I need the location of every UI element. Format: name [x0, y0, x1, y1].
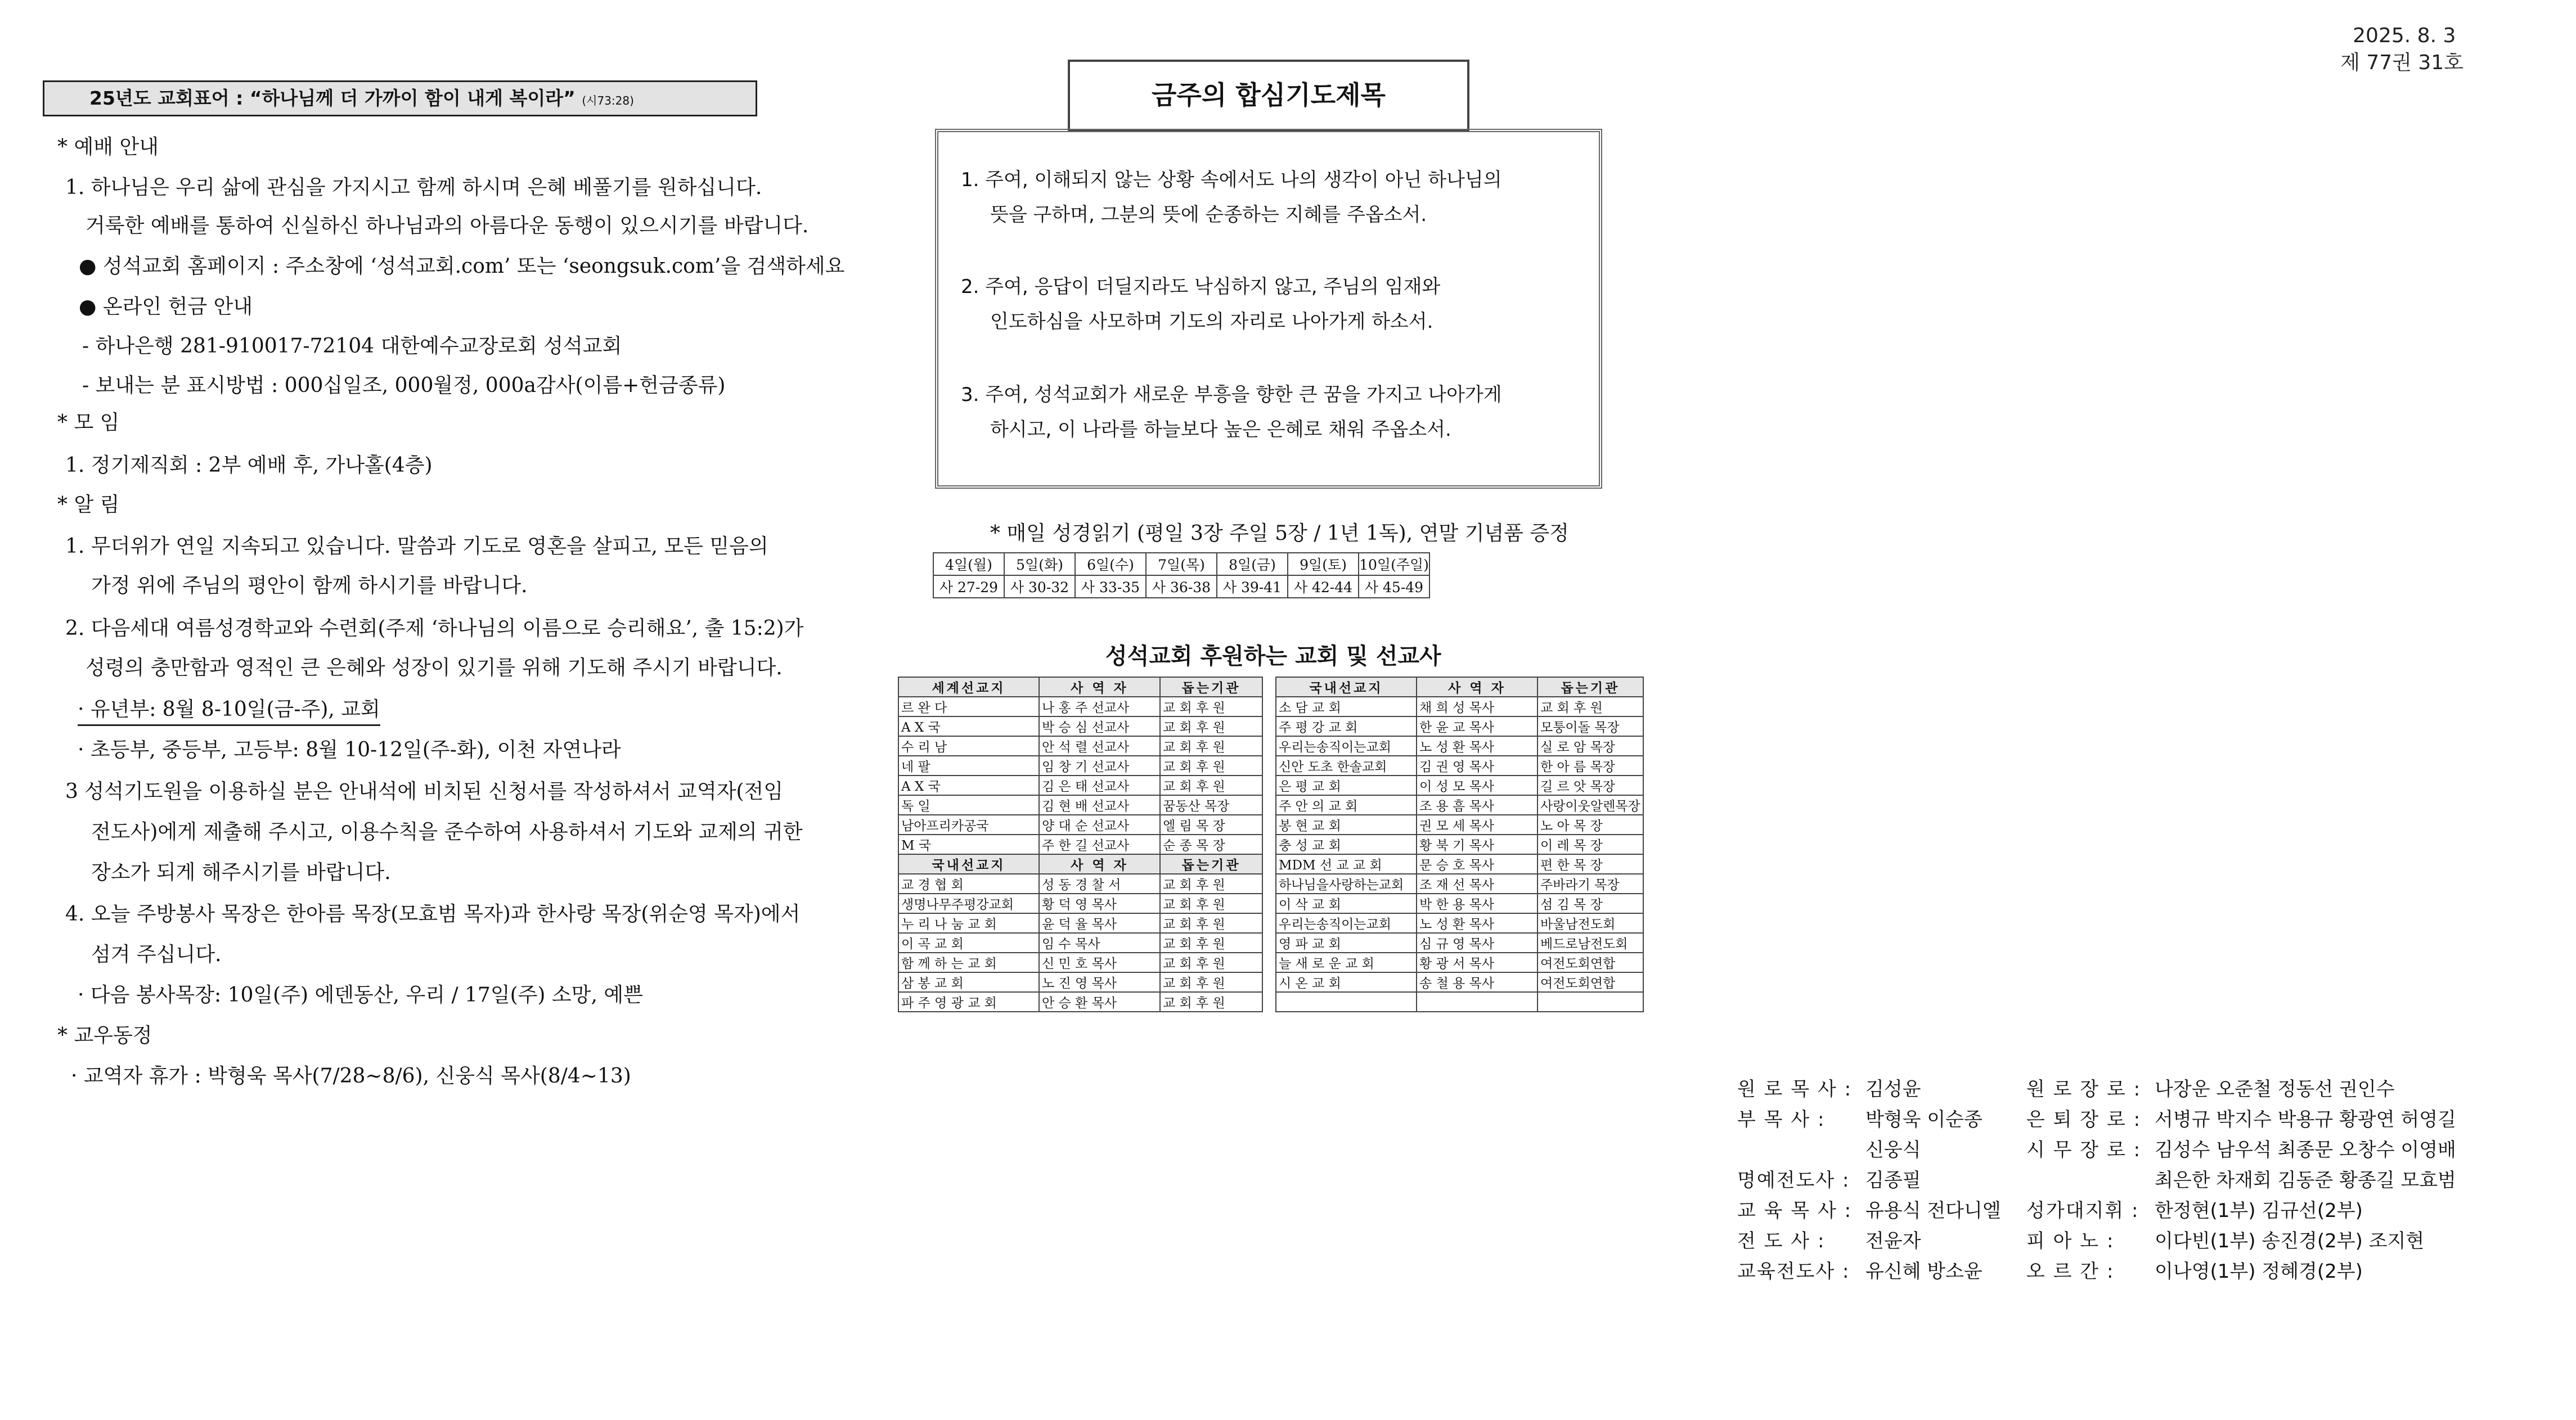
announce-1-cont: 가정 위에 주님의 평안이 함께 하시기를 바랍니다. [91, 574, 528, 597]
support-cell: 독 일 [898, 795, 1039, 815]
support-cell: 나 홍 주 선교사 [1039, 697, 1160, 716]
support-header-row [898, 677, 1643, 697]
support-cell: 이 레 목 장 [1537, 835, 1643, 854]
staff-list-left [1737, 1074, 2001, 1287]
support-cell: 수 리 남 [898, 736, 1039, 756]
staff-row [1737, 1165, 2001, 1196]
staff-names: 최은한 차재회 김동준 황종길 모효범 [2155, 1169, 2456, 1192]
reading-chapter: 사 42-44 [1288, 575, 1359, 598]
issue-number: 제 77권 31호 [2340, 51, 2463, 74]
support-row [898, 913, 1643, 933]
column-separator [1262, 953, 1276, 972]
staff-role: 원 로 목 사 : [1737, 1078, 1853, 1101]
support-row [898, 933, 1643, 953]
column-separator [1262, 736, 1276, 756]
support-cell: 송 철 용 목사 [1417, 972, 1537, 992]
support-cell: 박 승 심 선교사 [1039, 716, 1160, 736]
sender-format: - 보내는 분 표시방법 : 000십일조, 000월정, 000a감사(이름+헌금종류) [82, 374, 726, 397]
bible-reading-table [933, 552, 1430, 598]
support-cell-empty [1276, 992, 1417, 1012]
support-cell: 엘 림 목 장 [1160, 815, 1262, 835]
column-separator [1262, 933, 1276, 953]
announce-3: 3 성석기도원을 이용하실 분은 안내석에 비치된 신청서를 작성하셔서 교역자(전임 [65, 780, 784, 803]
support-cell: 여전도회연합 [1537, 972, 1643, 992]
staff-list-right [2026, 1074, 2456, 1287]
reading-day: 6일(수) [1075, 553, 1146, 575]
support-cell: M 국 [898, 835, 1039, 854]
staff-names: 이다빈(1부) 송진경(2부) 조지현 [2155, 1230, 2425, 1252]
support-cell: 사랑이웃알렌목장 [1537, 795, 1643, 815]
staff-row [1737, 1196, 2001, 1226]
support-cell: 영 파 교 회 [1276, 933, 1417, 953]
support-cell: 주 안 의 교 회 [1276, 795, 1417, 815]
support-cell: 노 아 목 장 [1537, 815, 1643, 835]
reading-day: 8일(금) [1217, 553, 1288, 575]
reading-day: 4일(월) [933, 553, 1004, 575]
bank-account: - 하나은행 281-910017-72104 대한예수교장로회 성석교회 [82, 335, 622, 358]
column-separator [1262, 795, 1276, 815]
support-cell: 바울남전도회 [1537, 913, 1643, 933]
support-row [898, 756, 1643, 776]
support-cell: 한 윤 교 목사 [1417, 716, 1537, 736]
prayer-box [935, 129, 1602, 489]
staff-names: 김성윤 [1865, 1078, 1921, 1101]
support-cell: 남아프리카공국 [898, 815, 1039, 835]
support-cell: 주 평 강 교 회 [1276, 716, 1417, 736]
staff-names: 전윤자 [1865, 1230, 1921, 1252]
church-motto-box [43, 80, 757, 116]
support-table [898, 677, 1644, 1012]
support-cell: 황 북 기 목사 [1417, 835, 1537, 854]
support-cell: 김 현 배 선교사 [1039, 795, 1160, 815]
staff-names: 유용식 전다니엘 [1865, 1200, 2001, 1222]
issue-date-block [2340, 22, 2463, 76]
prayer-title: 금주의 합심기도제목 [1068, 60, 1469, 131]
members-heading: * 교우동정 [57, 1024, 152, 1047]
support-cell: 노 진 영 목사 [1039, 972, 1160, 992]
support-cell: 황 광 서 목사 [1417, 953, 1537, 972]
support-row [898, 776, 1643, 795]
support-cell: A X 국 [898, 776, 1039, 795]
staff-names: 유신혜 방소윤 [1865, 1260, 1982, 1283]
support-row [898, 972, 1643, 992]
support-cell: 순 종 목 장 [1160, 835, 1262, 854]
support-cell: 채 희 성 목사 [1417, 697, 1537, 716]
staff-row [1737, 1226, 2001, 1256]
staff-names: 한정현(1부) 김규선(2부) [2155, 1200, 2363, 1222]
support-cell: 교 회 후 원 [1160, 953, 1262, 972]
support-row [898, 992, 1643, 1012]
support-cell: 봉 현 교 회 [1276, 815, 1417, 835]
support-cell: A X 국 [898, 716, 1039, 736]
support-cell: 조 용 흠 목사 [1417, 795, 1537, 815]
support-row [898, 894, 1643, 913]
column-separator [1262, 776, 1276, 795]
support-cell: 노 성 환 목사 [1417, 736, 1537, 756]
support-row [898, 874, 1643, 894]
members-item-1: · 교역자 휴가 : 박형욱 목사(7/28~8/6), 신웅식 목사(8/4~13) [71, 1065, 631, 1088]
announce-2: 2. 다음세대 여름성경학교와 수련회(주제 ‘하나님의 이름으로 승리해요’, 출 15:2)가 [65, 617, 804, 640]
support-cell: 주바라기 목장 [1537, 874, 1643, 894]
column-separator [1262, 815, 1276, 835]
support-row [898, 835, 1643, 854]
support-cell: 황 덕 영 목사 [1039, 894, 1160, 913]
support-header-cell: 사 역 자 [1039, 677, 1160, 697]
online-offering-heading: ● 온라인 헌금 안내 [79, 295, 253, 318]
motto-reference: (시73:28) [582, 94, 634, 107]
prayer-1-cont: 뜻을 구하며, 그분의 뜻에 순종하는 지혜를 주옵소서. [990, 204, 1427, 226]
support-cell: 베드로남전도회 [1537, 933, 1643, 953]
column-separator [1262, 756, 1276, 776]
support-cell: 늘 새 로 운 교 회 [1276, 953, 1417, 972]
support-header-cell: 돕는기관 [1160, 854, 1262, 874]
support-cell: 안 승 환 목사 [1039, 992, 1160, 1012]
support-header-cell: 국내선교지 [1276, 677, 1417, 697]
support-cell: 교 회 후 원 [1160, 992, 1262, 1012]
support-cell: 교 회 후 원 [1160, 697, 1262, 716]
support-cell: 교 회 후 원 [1160, 972, 1262, 992]
reading-day: 9일(토) [1288, 553, 1359, 575]
support-cell: 우리는송직이는교회 [1276, 913, 1417, 933]
support-header-cell: 돕는기관 [1160, 677, 1262, 697]
staff-role: 전 도 사 : [1737, 1230, 1826, 1252]
reading-chapter: 사 30-32 [1004, 575, 1075, 598]
staff-role: 명예전도사 : [1737, 1169, 1850, 1192]
support-cell: 문 승 호 목사 [1417, 854, 1537, 874]
support-cell: 교 경 협 회 [898, 874, 1039, 894]
support-cell: 교 회 후 원 [1160, 776, 1262, 795]
column-separator [1262, 913, 1276, 933]
support-cell: 이 곡 교 회 [898, 933, 1039, 953]
support-row [898, 697, 1643, 716]
staff-row [1737, 1256, 2001, 1287]
meeting-heading: * 모 임 [57, 411, 120, 434]
support-cell: 교 회 후 원 [1160, 874, 1262, 894]
support-cell: 안 석 렬 선교사 [1039, 736, 1160, 756]
support-cell: 조 재 선 목사 [1417, 874, 1537, 894]
announce-heading: * 알 림 [57, 493, 120, 516]
reading-day: 7일(목) [1146, 553, 1217, 575]
support-cell: 교 회 후 원 [1160, 894, 1262, 913]
support-row [898, 815, 1643, 835]
support-header-cell: 국내선교지 [898, 854, 1039, 874]
support-cell: 임 수 목사 [1039, 933, 1160, 953]
support-cell: 길 르 앗 목장 [1537, 776, 1643, 795]
support-cell: 윤 덕 율 목사 [1039, 913, 1160, 933]
support-header-cell: 돕는기관 [1537, 677, 1643, 697]
column-separator [1262, 697, 1276, 716]
support-cell: 교 회 후 원 [1537, 697, 1643, 716]
support-cell: 교 회 후 원 [1160, 933, 1262, 953]
support-cell: 충 성 교 회 [1276, 835, 1417, 854]
prayer-1: 1. 주여, 이해되지 않는 상황 속에서도 나의 생각이 아닌 하나님의 [961, 169, 1502, 191]
support-cell: 편 한 목 장 [1537, 854, 1643, 874]
staff-row [2026, 1165, 2456, 1196]
support-domestic-header-row [898, 854, 1643, 874]
staff-names: 나장운 오준철 정동선 권인수 [2155, 1078, 2395, 1101]
support-title: 성석교회 후원하는 교회 및 선교사 [1105, 643, 1441, 669]
support-cell: 교 회 후 원 [1160, 736, 1262, 756]
support-cell: 김 은 태 선교사 [1039, 776, 1160, 795]
staff-names: 김종필 [1865, 1169, 1921, 1192]
support-cell: 임 창 기 선교사 [1039, 756, 1160, 776]
staff-role: 오 르 간 : [2026, 1260, 2115, 1283]
support-cell: 박 한 용 목사 [1417, 894, 1537, 913]
staff-names: 신웅식 [1865, 1139, 1921, 1161]
support-cell: 신안 도초 한솔교회 [1276, 756, 1417, 776]
reading-chapter: 사 27-29 [933, 575, 1004, 598]
worship-heading: * 예배 안내 [57, 136, 159, 159]
column-separator [1262, 992, 1276, 1012]
reading-chapter: 사 45-49 [1359, 575, 1429, 598]
reading-chapter: 사 36-38 [1146, 575, 1217, 598]
announce-2-youth: · 유년부: 8월 8-10일(금-주), 교회 [78, 696, 380, 726]
staff-row [2026, 1135, 2456, 1165]
bible-reading-title: * 매일 성경읽기 (평일 3장 주일 5장 / 1년 1독), 연말 기념품 증정 [990, 522, 1569, 545]
reading-chapter: 사 33-35 [1075, 575, 1146, 598]
announce-3-cont2: 장소가 되게 해주시기를 바랍니다. [91, 861, 391, 884]
prayer-3: 3. 주여, 성석교회가 새로운 부흥을 향한 큰 꿈을 가지고 나아가게 [961, 384, 1502, 406]
support-cell: 이 삭 교 회 [1276, 894, 1417, 913]
support-cell: 여전도회연합 [1537, 953, 1643, 972]
support-cell: 김 권 영 목사 [1417, 756, 1537, 776]
support-cell: 신 민 호 목사 [1039, 953, 1160, 972]
motto-text: 25년도 교회표어 : “하나님께 더 가까이 함이 내게 복이라” [89, 87, 576, 109]
support-cell: 주 한 길 선교사 [1039, 835, 1160, 854]
staff-row [2026, 1105, 2456, 1135]
staff-role: 시 무 장 로 : [2026, 1139, 2142, 1161]
support-cell: 삼 봉 교 회 [898, 972, 1039, 992]
support-cell: 한 아 름 목장 [1537, 756, 1643, 776]
support-cell: 심 규 영 목사 [1417, 933, 1537, 953]
support-cell: 소 담 교 회 [1276, 697, 1417, 716]
announce-2-cont: 성령의 충만함과 영적인 큰 은혜와 성장이 있기를 위해 기도해 주시기 바랍니다. [86, 656, 783, 679]
support-cell: 교 회 후 원 [1160, 716, 1262, 736]
support-cell: 함 께 하 는 교 회 [898, 953, 1039, 972]
support-cell: 양 대 순 선교사 [1039, 815, 1160, 835]
staff-names: 이나영(1부) 정혜경(2부) [2155, 1260, 2363, 1283]
support-cell: 우리는송직이는교회 [1276, 736, 1417, 756]
issue-date: 2025. 8. 3 [2353, 24, 2456, 47]
column-separator [1262, 854, 1276, 874]
staff-role: 은 퇴 장 로 : [2026, 1108, 2142, 1131]
staff-names: 김성수 남우석 최종문 오창수 이영배 [2155, 1139, 2456, 1161]
staff-role: 교육전도사 : [1737, 1260, 1850, 1283]
reading-chapter: 사 39-41 [1217, 575, 1288, 598]
homepage-notice: ● 성석교회 홈페이지 : 주소창에 ‘성석교회.com’ 또는 ‘seongsuk.com’을 검색하세요 [79, 255, 845, 278]
staff-row [2026, 1196, 2456, 1226]
staff-row [1737, 1105, 2001, 1135]
support-cell: 르 완 다 [898, 697, 1039, 716]
staff-row [2026, 1256, 2456, 1287]
support-cell: 생명나무주평강교회 [898, 894, 1039, 913]
support-cell: 성 동 경 찰 서 [1039, 874, 1160, 894]
support-cell: 실 로 암 목장 [1537, 736, 1643, 756]
support-cell: 권 모 세 목사 [1417, 815, 1537, 835]
column-separator [1262, 874, 1276, 894]
support-cell: 교 회 후 원 [1160, 756, 1262, 776]
support-cell-empty [1537, 992, 1643, 1012]
prayer-2: 2. 주여, 응답이 더딜지라도 낙심하지 않고, 주님의 임재와 [961, 276, 1441, 298]
staff-row [1737, 1135, 2001, 1165]
worship-item-1-cont: 거룩한 예배를 통하여 신실하신 하나님과의 아름다운 동행이 있으시기를 바랍니다. [86, 214, 809, 237]
reading-days-row [933, 553, 1429, 575]
reading-chapters-row [933, 575, 1429, 598]
announce-3-cont: 전도사)에게 제출해 주시고, 이용수칙을 준수하여 사용하셔서 기도와 교제의 귀한 [91, 821, 803, 844]
reading-day: 5일(화) [1004, 553, 1075, 575]
support-cell: MDM 선 교 교 회 [1276, 854, 1417, 874]
support-cell-empty [1417, 992, 1537, 1012]
column-separator [1262, 677, 1276, 697]
staff-names: 서병규 박지수 박용규 황광연 허영길 [2155, 1108, 2456, 1131]
staff-role: 성가대지휘 : [2026, 1200, 2139, 1222]
staff-row [1737, 1074, 2001, 1105]
announce-1: 1. 무더위가 연일 지속되고 있습니다. 말씀과 기도로 영혼을 살피고, 모든 믿음의 [65, 535, 768, 558]
support-cell: 교 회 후 원 [1160, 913, 1262, 933]
column-separator [1262, 972, 1276, 992]
support-cell: 이 성 모 목사 [1417, 776, 1537, 795]
support-table-body [898, 677, 1643, 1012]
support-cell: 파 주 영 광 교 회 [898, 992, 1039, 1012]
support-cell: 누 리 나 눔 교 회 [898, 913, 1039, 933]
staff-names: 박형욱 이순종 [1865, 1108, 1982, 1131]
support-cell: 꿈동산 목장 [1160, 795, 1262, 815]
staff-role: 피 아 노 : [2026, 1230, 2115, 1252]
support-cell: 은 평 교 회 [1276, 776, 1417, 795]
support-cell: 모퉁이돌 목장 [1537, 716, 1643, 736]
support-cell: 섬 김 목 장 [1537, 894, 1643, 913]
prayer-3-cont: 하시고, 이 나라를 하늘보다 높은 은혜로 채워 주옵소서. [990, 418, 1451, 441]
meeting-item-1: 1. 정기제직회 : 2부 예배 후, 가나홀(4층) [65, 454, 433, 477]
next-service-groups: · 다음 봉사목장: 10일(주) 에덴동산, 우리 / 17일(주) 소망, 예쁜 [78, 984, 643, 1007]
staff-row [2026, 1226, 2456, 1256]
support-header-cell: 사 역 자 [1417, 677, 1537, 697]
announce-4-cont: 섬겨 주십니다. [91, 943, 222, 966]
support-row [898, 736, 1643, 756]
staff-role: 원 로 장 로 : [2026, 1078, 2142, 1101]
support-row [898, 716, 1643, 736]
support-header-cell: 사 역 자 [1039, 854, 1160, 874]
prayer-2-cont: 인도하심을 사모하며 기도의 자리로 나아가게 하소서. [990, 310, 1433, 333]
support-row [898, 953, 1643, 972]
column-separator [1262, 716, 1276, 736]
announce-4: 4. 오늘 주방봉사 목장은 한아름 목장(모효범 목자)과 한사랑 목장(위순영 목자)에서 [65, 903, 801, 926]
support-row [898, 795, 1643, 815]
column-separator [1262, 835, 1276, 854]
column-separator [1262, 894, 1276, 913]
support-cell: 네 팔 [898, 756, 1039, 776]
support-cell: 시 온 교 회 [1276, 972, 1417, 992]
staff-row [2026, 1074, 2456, 1105]
support-header-cell: 세계선교지 [898, 677, 1039, 697]
reading-day: 10일(주일) [1359, 553, 1429, 575]
staff-role: 부 목 사 : [1737, 1108, 1826, 1131]
announce-2-schools: · 초등부, 중등부, 고등부: 8월 10-12일(주-화), 이천 자연나라 [78, 738, 621, 761]
support-cell: 하나님을사랑하는교회 [1276, 874, 1417, 894]
support-cell: 노 성 환 목사 [1417, 913, 1537, 933]
worship-item-1: 1. 하나님은 우리 삶에 관심을 가지시고 함께 하시며 은혜 베풀기를 원하십니다. [65, 176, 762, 199]
staff-role: 교 육 목 사 : [1737, 1200, 1853, 1222]
